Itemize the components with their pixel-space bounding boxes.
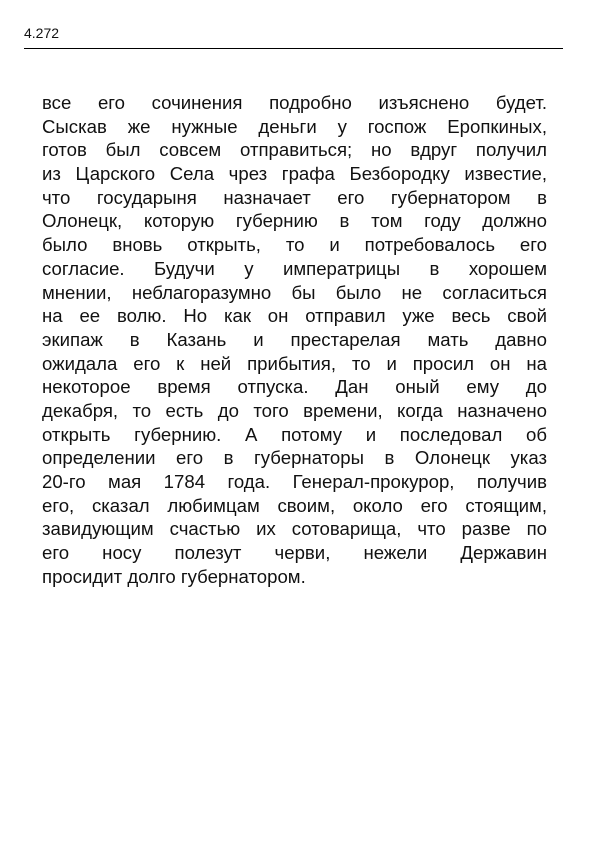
- text-line: мнении, неблагоразумно бы было не согласиться: [42, 281, 547, 303]
- text-line: 20-го мая 1784 года. Генерал-прокурор, получив: [42, 471, 547, 492]
- text-line: его носу полезут черви, нежели Державин: [42, 542, 547, 564]
- text-line: готов был совсем отправиться; но вдруг получил: [42, 139, 547, 161]
- text-line: экипаж в Казань и престарелая мать давно: [42, 328, 547, 350]
- text-line: на ее волю. Но как он отправил уже весь свой: [42, 305, 547, 327]
- text-line: определении его в губернаторы в Олонецк указ: [42, 447, 547, 469]
- text-line: было вновь открыть, то и потребовалось его: [42, 234, 547, 256]
- text-line: открыть губернию. А потому и последовал об: [42, 423, 547, 445]
- text-line: согласие. Будучи у императрицы в хорошем: [42, 257, 547, 279]
- text-line: ожидала его к ней прибытия, то и просил он на: [42, 352, 547, 374]
- body-text: [42, 91, 547, 588]
- text-line: некоторое время отпуска. Дан оный ему до: [42, 376, 547, 398]
- text-line: Сыскав же нужные деньги у госпож Еропкиных,: [42, 115, 547, 137]
- text-line: его, сказал любимцам своим, около его стоящим,: [42, 494, 547, 516]
- text-line: завидующим счастью их сотоварища, что разве по: [42, 518, 547, 540]
- text-line: декабря, то есть до того времени, когда назначено: [42, 399, 547, 421]
- text-line: Олонецк, которую губернию в том году должно: [42, 210, 547, 232]
- text-line: из Царского Села чрез графа Безбородку известие,: [42, 163, 547, 185]
- page-header: [24, 24, 563, 49]
- page-number: 4.272: [24, 25, 60, 41]
- text-line: что государыня назначает его губернатором в: [42, 186, 547, 208]
- text-line: просидит долго губернатором.: [42, 565, 306, 587]
- text-line: все его сочинения подробно изъяснено будет.: [42, 92, 547, 113]
